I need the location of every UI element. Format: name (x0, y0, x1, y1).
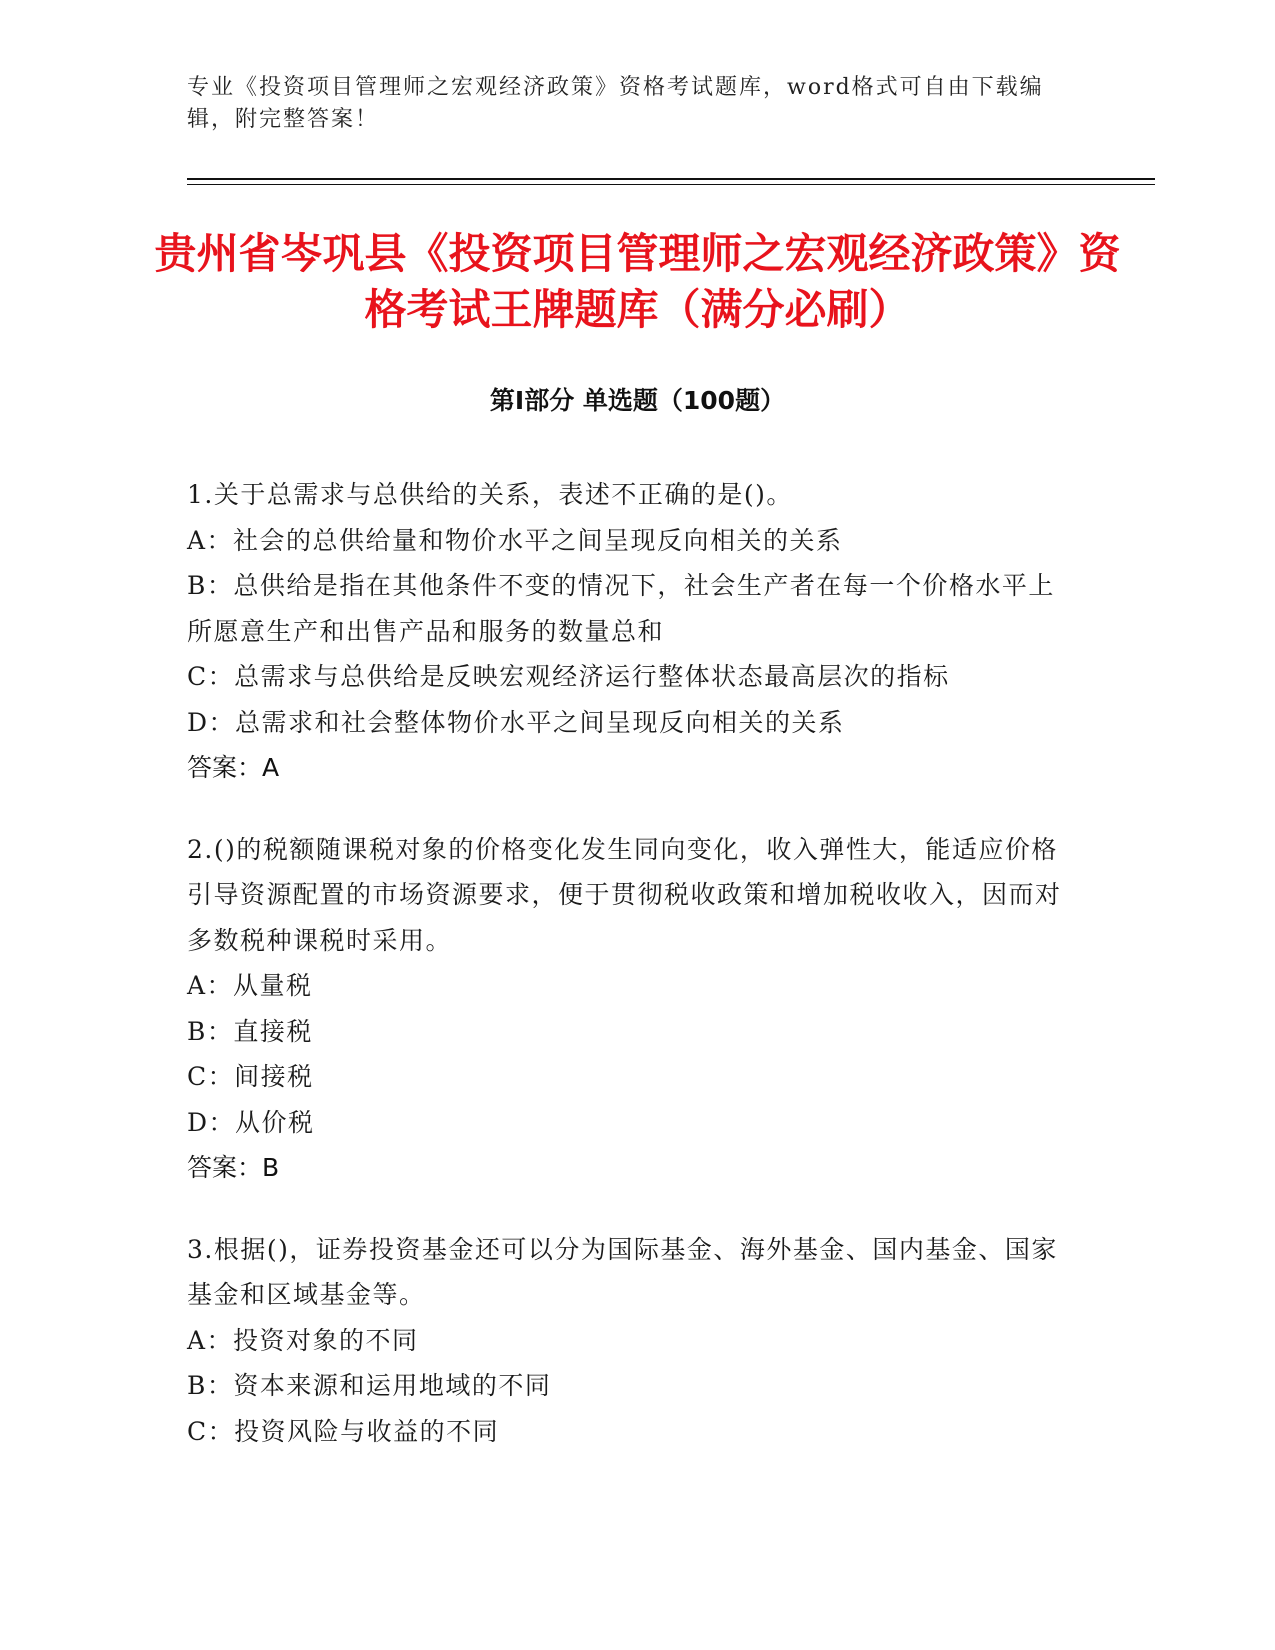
header-note: 专业《投资项目管理师之宏观经济政策》资格考试题库，word格式可自由下载编辑，附完整答案！ (187, 75, 1044, 132)
option-b: B：资本来源和运用地域的不同 (187, 1371, 552, 1400)
option-b: B：总供给是指在其他条件不变的情况下，社会生产者在每一个价格水平上所愿意生产和出售产品和服务的数量总和 (187, 571, 1055, 646)
document-title: 贵州省岑巩县《投资项目管理师之宏观经济政策》资格考试王牌题库（满分必刷） (154, 229, 1121, 334)
question-stem: 3.根据()，证券投资基金还可以分为国际基金、海外基金、国内基金、国家基金和区域基金等。 (187, 1234, 1058, 1309)
question-2 (187, 827, 1067, 1191)
option-b: B：直接税 (187, 1016, 313, 1046)
option-a: A：投资对象的不同 (187, 1325, 419, 1355)
question-3 (187, 1227, 1067, 1455)
answer: 答案：B (187, 1153, 280, 1182)
option-d: D：总需求和社会整体物价水平之间呈现反向相关的关系 (187, 707, 845, 737)
question-stem: 1.关于总需求与总供给的关系，表述不正确的是()。 (187, 480, 793, 509)
section-heading: 第Ⅰ部分 单选题（100题） (489, 386, 786, 415)
header-divider-thin (187, 184, 1155, 185)
option-c: C：总需求与总供给是反映宏观经济运行整体状态最高层次的指标 (187, 662, 950, 691)
option-a: A：从量税 (187, 971, 313, 1000)
question-1 (187, 472, 1067, 791)
option-c: C：投资风险与收益的不同 (187, 1416, 500, 1446)
header-divider-thick (187, 178, 1155, 180)
option-a: A：社会的总供给量和物价水平之间呈现反向相关的关系 (187, 525, 843, 555)
question-stem: 2.()的税额随课税对象的价格变化发生同向变化，收入弹性大，能适应价格引导资源配置的市场资源要求，便于贯彻税收政策和增加税收收入，因而对多数税种课税时采用。 (187, 834, 1062, 955)
question-list (187, 472, 1067, 1490)
answer: 答案：A (187, 753, 280, 782)
option-d: D：从价税 (187, 1107, 315, 1137)
option-c: C：间接税 (187, 1062, 314, 1091)
